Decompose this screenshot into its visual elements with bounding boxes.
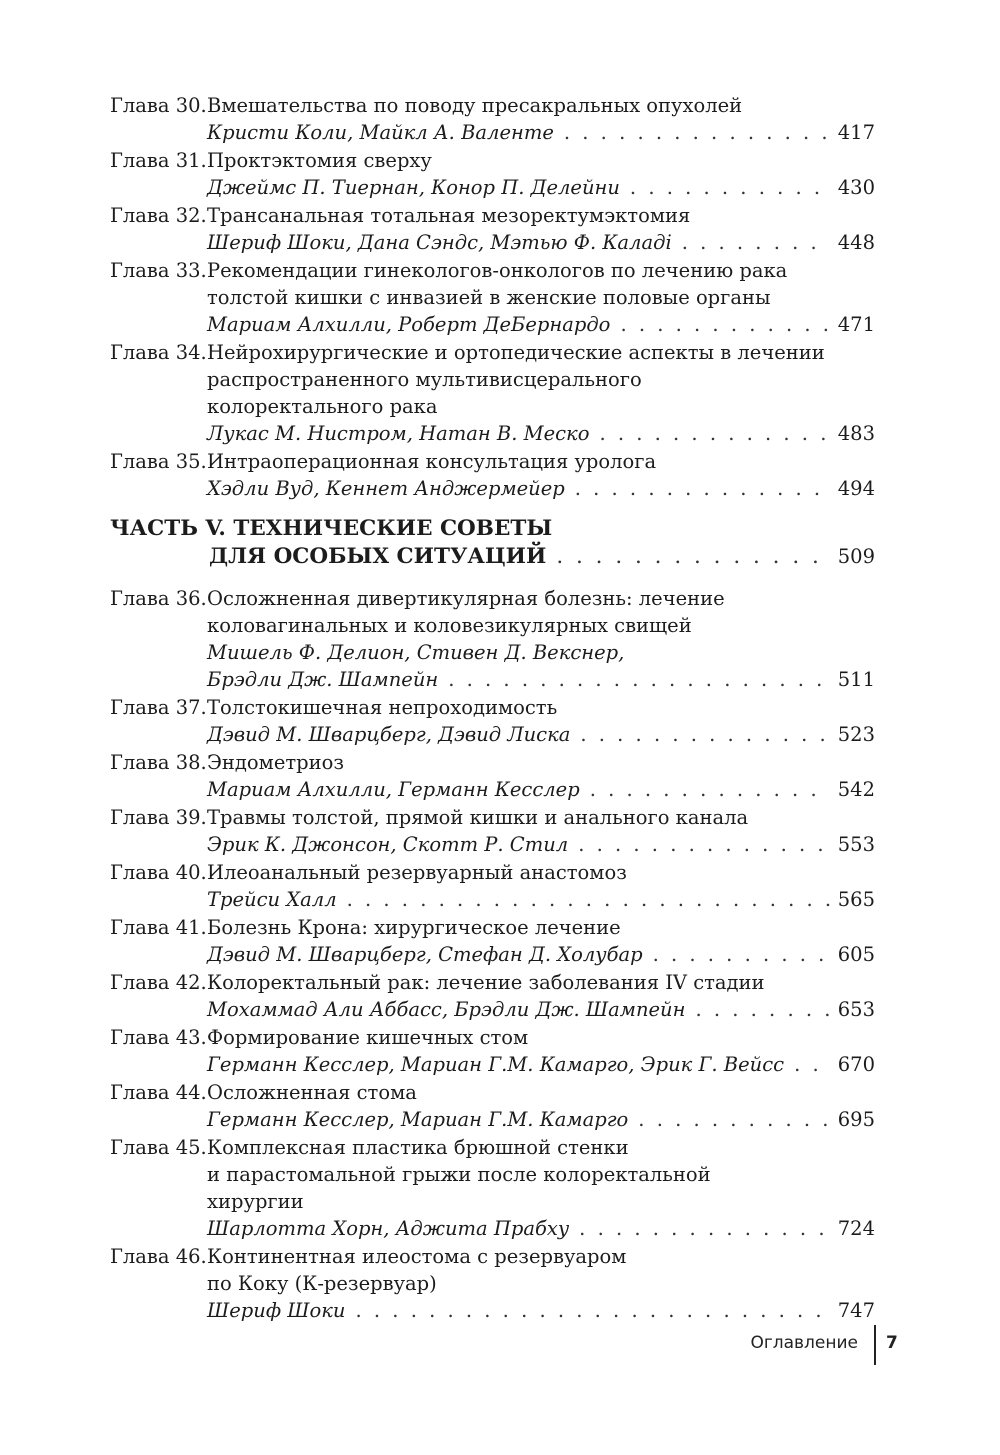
chapter-title-line: колоректального рака <box>207 395 438 418</box>
chapter-page-number: 417 <box>837 121 875 144</box>
footer-section-label: Оглавление <box>750 1333 858 1353</box>
toc-title-row <box>110 393 875 420</box>
dot-leader <box>630 174 830 201</box>
toc-title-row <box>110 1161 875 1188</box>
toc-title-row <box>110 612 875 639</box>
toc-author-row <box>110 639 875 666</box>
toc-author-row <box>110 721 875 748</box>
dot-leader <box>599 420 829 447</box>
toc-entry[interactable] <box>110 147 875 201</box>
chapter-title-line: и парастомальной грыжи после колоректальной <box>207 1163 711 1186</box>
chapter-authors: Кристи Коли, Майкл А. Валенте <box>207 121 554 144</box>
chapter-page-number: 430 <box>837 176 875 199</box>
dot-leader <box>578 831 830 858</box>
part-page-number: 509 <box>837 545 875 568</box>
chapter-title-line: Эндометриоз <box>207 751 345 774</box>
chapter-page-number: 695 <box>837 1108 875 1131</box>
chapter-page-number: 724 <box>837 1217 875 1240</box>
chapter-authors: Хэдли Вуд, Кеннет Анджермейер <box>207 477 565 500</box>
chapter-authors: Эрик К. Джонсон, Скотт Р. Стил <box>207 833 569 856</box>
dot-leader <box>620 311 829 338</box>
chapter-authors: Шериф Шоки <box>207 1299 346 1322</box>
toc-entry[interactable] <box>110 694 875 748</box>
toc-title-row <box>110 749 875 776</box>
chapter-title-line: коловагинальных и коловезикулярных свищей <box>207 614 692 637</box>
chapter-title-line: Осложненная дивертикулярная болезнь: лечение <box>207 587 725 610</box>
chapter-authors: Мариам Алхилли, Германн Кесслер <box>207 778 580 801</box>
chapter-label: Глава 37. <box>110 696 207 719</box>
chapter-label: Глава 39. <box>110 806 207 829</box>
toc-title-row <box>110 284 875 311</box>
toc-title-row <box>110 1243 875 1270</box>
toc-author-row <box>110 311 875 338</box>
toc-entry[interactable] <box>110 92 875 146</box>
chapter-label: Глава 30. <box>110 94 207 117</box>
part-title-line2: ДЛЯ ОСОБЫХ СИТУАЦИЙ <box>209 544 547 569</box>
chapter-page-number: 565 <box>837 888 875 911</box>
chapter-label: Глава 36. <box>110 587 207 610</box>
part-heading[interactable] <box>110 515 875 571</box>
chapter-title-line: Нейрохирургические и ортопедические аспекты в лечении <box>207 341 825 364</box>
dot-leader <box>794 1051 830 1078</box>
toc-author-row <box>110 1297 875 1324</box>
chapter-label: Глава 32. <box>110 204 207 227</box>
toc-title-row <box>110 1188 875 1215</box>
toc-title-row <box>110 859 875 886</box>
toc-entry[interactable] <box>110 969 875 1023</box>
toc-title-row <box>110 202 875 229</box>
toc-title-row <box>110 1024 875 1051</box>
table-of-contents <box>110 92 875 1325</box>
chapter-authors: Трейси Халл <box>207 888 337 911</box>
page-footer <box>700 1325 900 1365</box>
chapter-title-line: Травмы толстой, прямой кишки и анального канала <box>207 806 749 829</box>
chapter-page-number: 511 <box>837 668 875 691</box>
toc-author-row <box>110 420 875 447</box>
chapter-title-line: Интраоперационная консультация уролога <box>207 450 657 473</box>
chapter-page-number: 471 <box>837 313 875 336</box>
footer-divider <box>874 1325 876 1365</box>
chapter-authors: Германн Кесслер, Мариан Г.М. Камарго <box>207 1108 629 1131</box>
toc-title-row <box>110 1270 875 1297</box>
chapter-title-line: Колоректальный рак: лечение заболевания IV стадии <box>207 971 765 994</box>
chapter-title-line: Илеоанальный резервуарный анастомоз <box>207 861 627 884</box>
dot-leader <box>695 996 829 1023</box>
chapter-title-line: хирургии <box>207 1190 304 1213</box>
part-title-line1: ЧАСТЬ V. ТЕХНИЧЕСКИЕ СОВЕТЫ <box>110 516 553 541</box>
chapter-title-line: Комплексная пластика брюшной стенки <box>207 1136 629 1159</box>
dot-leader <box>579 1215 830 1242</box>
toc-author-row <box>110 229 875 256</box>
chapter-label: Глава 31. <box>110 149 207 172</box>
toc-title-row <box>110 694 875 721</box>
chapter-title-line: Вмешательства по поводу пресакральных опухолей <box>207 94 743 117</box>
toc-entry[interactable] <box>110 448 875 502</box>
chapter-title-line: Болезнь Крона: хирургическое лечение <box>207 916 621 939</box>
chapter-list-before <box>110 92 875 502</box>
chapter-page-number: 448 <box>837 231 875 254</box>
toc-entry[interactable] <box>110 1243 875 1324</box>
chapter-label: Глава 40. <box>110 861 207 884</box>
dot-leader <box>575 475 830 502</box>
toc-title-row <box>110 339 875 366</box>
chapter-title-line: Проктэктомия сверху <box>207 149 432 172</box>
toc-title-row <box>110 366 875 393</box>
toc-title-row <box>110 585 875 612</box>
toc-author-row <box>110 475 875 502</box>
dot-leader <box>347 886 830 913</box>
chapter-title-line: по Коку (К-резервуар) <box>207 1272 437 1295</box>
chapter-page-number: 670 <box>837 1053 875 1076</box>
dot-leader <box>590 776 830 803</box>
chapter-page-number: 494 <box>837 477 875 500</box>
toc-title-row <box>110 1134 875 1161</box>
footer-page-number: 7 <box>886 1333 898 1353</box>
chapter-label: Глава 44. <box>110 1081 207 1104</box>
toc-author-row <box>110 1106 875 1133</box>
toc-author-row <box>110 174 875 201</box>
toc-author-row <box>110 666 875 693</box>
chapter-page-number: 483 <box>837 422 875 445</box>
toc-title-row <box>110 914 875 941</box>
dot-leader <box>580 721 829 748</box>
chapter-label: Глава 34. <box>110 341 207 364</box>
chapter-authors: Шериф Шоки, Дана Сэндс, Мэтью Ф. Каладі <box>207 231 672 254</box>
chapter-authors: Джеймс П. Тиернан, Конор П. Делейни <box>207 176 620 199</box>
chapter-authors: Лукас М. Нистром, Натан В. Меско <box>207 422 590 445</box>
chapter-title-line: Формирование кишечных стом <box>207 1026 529 1049</box>
toc-entry[interactable] <box>110 1024 875 1078</box>
toc-author-row <box>110 996 875 1023</box>
dot-leader <box>564 119 830 146</box>
toc-entry[interactable] <box>110 202 875 256</box>
dot-leader <box>448 666 830 693</box>
toc-title-row <box>110 92 875 119</box>
chapter-label: Глава 41. <box>110 916 207 939</box>
chapter-list-after <box>110 585 875 1324</box>
chapter-label: Глава 45. <box>110 1136 207 1159</box>
chapter-label: Глава 33. <box>110 259 207 282</box>
toc-entry[interactable] <box>110 914 875 968</box>
chapter-label: Глава 42. <box>110 971 207 994</box>
toc-author-row <box>110 119 875 146</box>
chapter-label: Глава 35. <box>110 450 207 473</box>
toc-author-row <box>110 886 875 913</box>
toc-entry[interactable] <box>110 1079 875 1133</box>
toc-entry[interactable] <box>110 339 875 447</box>
chapter-title-line: Трансанальная тотальная мезоректумэктомия <box>207 204 691 227</box>
chapter-authors: Мариам Алхилли, Роберт ДеБернардо <box>207 313 611 336</box>
chapter-page-number: 523 <box>837 723 875 746</box>
chapter-title-line: Рекомендации гинекологов-онкологов по лечению рака <box>207 259 788 282</box>
toc-entry[interactable] <box>110 585 875 693</box>
toc-entry[interactable] <box>110 804 875 858</box>
dot-leader <box>356 1297 830 1324</box>
toc-author-row <box>110 941 875 968</box>
dot-leader <box>638 1106 829 1133</box>
toc-title-row <box>110 804 875 831</box>
dot-leader <box>556 543 829 571</box>
chapter-title-line: Осложненная стома <box>207 1081 417 1104</box>
chapter-page-number: 747 <box>837 1299 875 1322</box>
toc-author-row <box>110 776 875 803</box>
toc-title-row <box>110 448 875 475</box>
chapter-authors: Мохаммад Али Аббасс, Брэдли Дж. Шампейн <box>207 998 686 1021</box>
toc-title-row <box>110 147 875 174</box>
toc-entry[interactable] <box>110 859 875 913</box>
chapter-title-line: толстой кишки с инвазией в женские половые органы <box>207 286 771 309</box>
chapter-authors: Мишель Ф. Делион, Стивен Д. Векснер, <box>207 641 625 664</box>
chapter-label: Глава 38. <box>110 751 207 774</box>
chapter-page-number: 605 <box>837 943 875 966</box>
chapter-label: Глава 43. <box>110 1026 207 1049</box>
toc-entry[interactable] <box>110 257 875 338</box>
chapter-authors: Германн Кесслер, Мариан Г.М. Камарго, Эрик Г. Вейсс <box>207 1053 785 1076</box>
chapter-authors: Дэвид М. Шварцберг, Дэвид Лиска <box>207 723 571 746</box>
chapter-authors: Брэдли Дж. Шампейн <box>207 668 439 691</box>
chapter-title-line: Толстокишечная непроходимость <box>207 696 558 719</box>
toc-author-row <box>110 1051 875 1078</box>
toc-entry[interactable] <box>110 749 875 803</box>
chapter-label: Глава 46. <box>110 1245 207 1268</box>
chapter-authors: Шарлотта Хорн, Аджита Прабху <box>207 1217 570 1240</box>
toc-entry[interactable] <box>110 1134 875 1242</box>
chapter-title-line: распространенного мультивисцерального <box>207 368 642 391</box>
chapter-page-number: 542 <box>837 778 875 801</box>
toc-title-row <box>110 257 875 284</box>
toc-title-row <box>110 1079 875 1106</box>
toc-author-row <box>110 1215 875 1242</box>
dot-leader <box>682 229 830 256</box>
toc-author-row <box>110 831 875 858</box>
dot-leader <box>653 941 830 968</box>
toc-title-row <box>110 969 875 996</box>
chapter-title-line: Континентная илеостома с резервуаром <box>207 1245 627 1268</box>
chapter-authors: Дэвид М. Шварцберг, Стефан Д. Холубар <box>207 943 643 966</box>
chapter-page-number: 653 <box>837 998 875 1021</box>
chapter-page-number: 553 <box>837 833 875 856</box>
